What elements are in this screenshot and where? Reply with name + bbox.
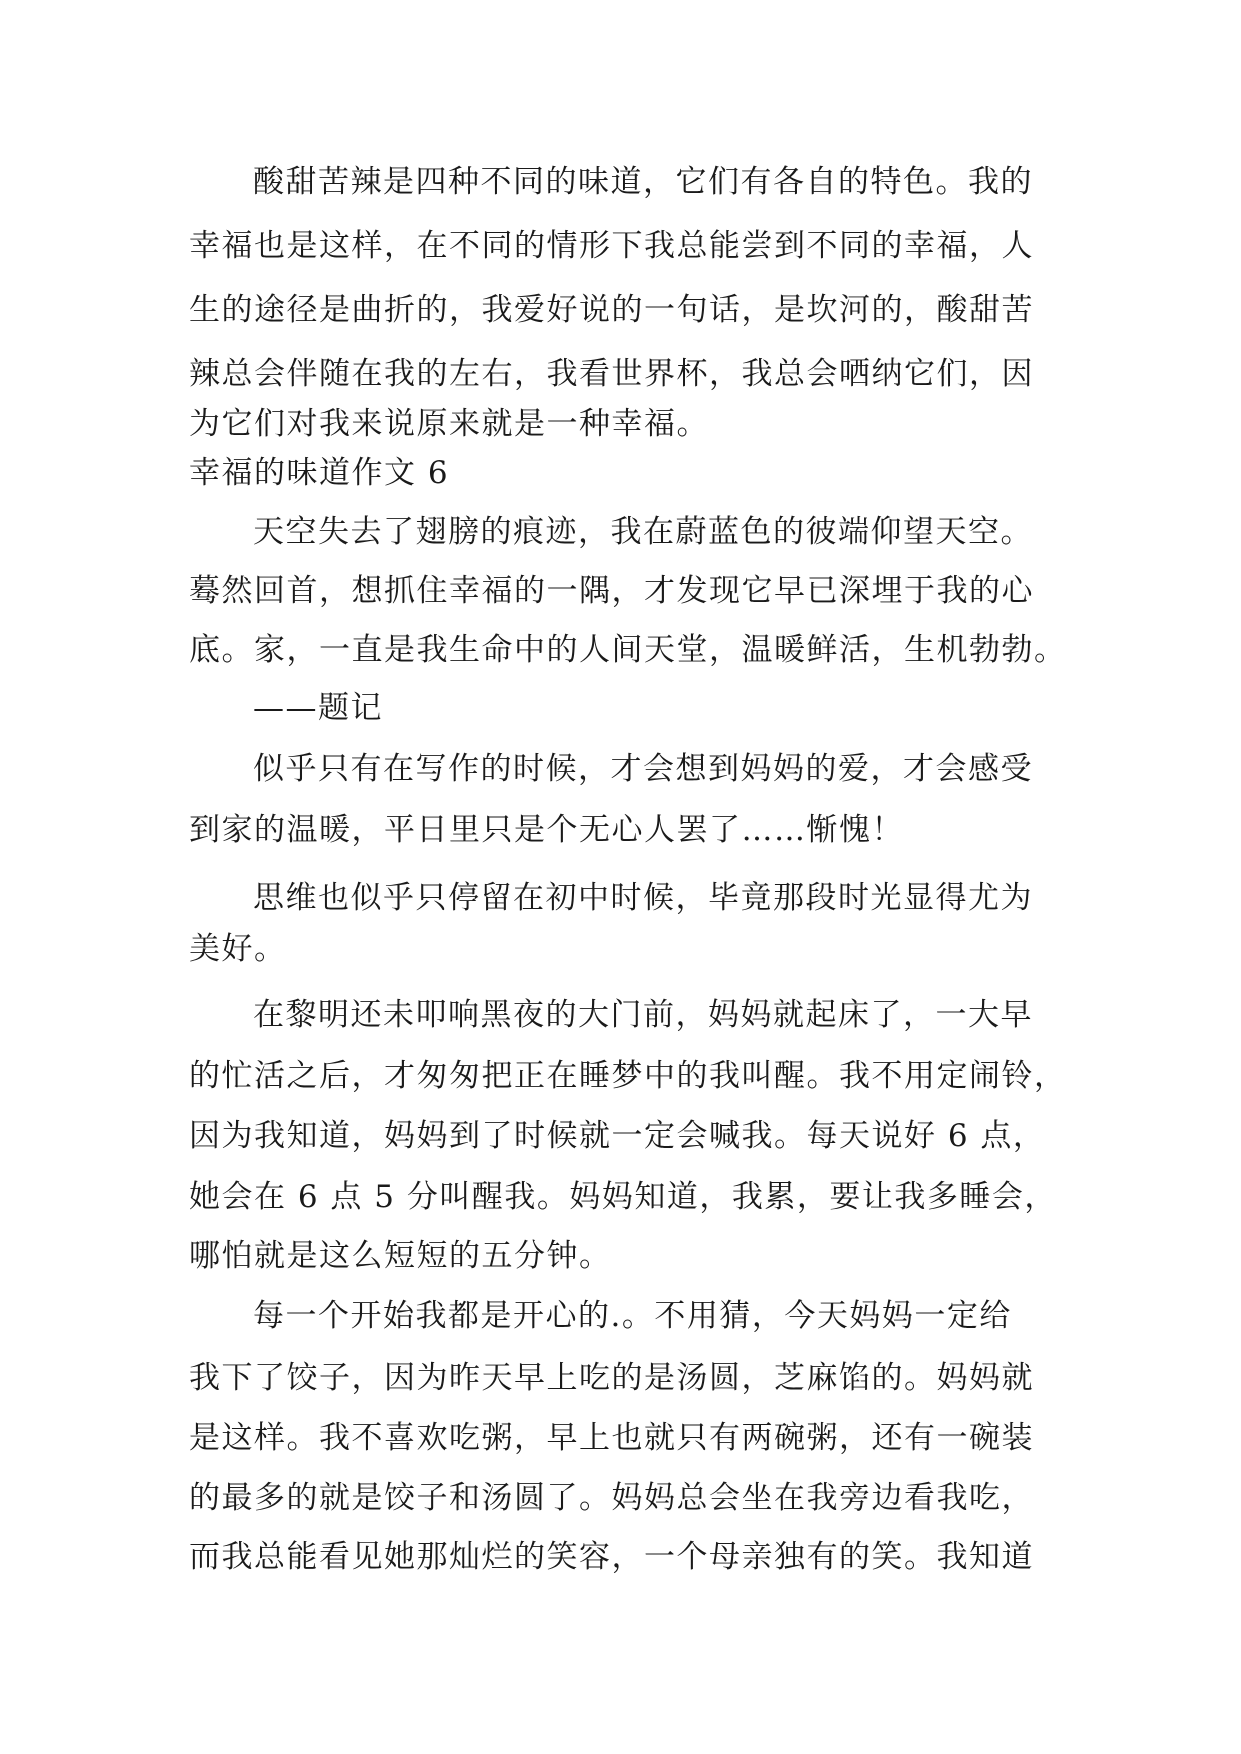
paragraph-line: 思维也似乎只停留在初中时候，毕竟那段时光显得尤为 bbox=[253, 880, 1033, 916]
paragraph-line: 底。家，一直是我生命中的人间天堂，温暖鲜活，生机勃勃。 bbox=[189, 632, 1067, 668]
paragraph-line: 辣总会伴随在我的左右，我看世界杯，我总会哂纳它们，因 bbox=[189, 356, 1034, 392]
paragraph-line: 生的途径是曲折的，我爱好说的一句话，是坎河的，酸甜苦 bbox=[189, 292, 1034, 328]
paragraph-line: 在黎明还未叩响黑夜的大门前，妈妈就起床了，一大早 bbox=[253, 997, 1033, 1033]
paragraph-line: 因为我知道，妈妈到了时候就一定会喊我。每天说好 6 点， bbox=[189, 1118, 1046, 1154]
paragraph-line: 哪怕就是这么短短的五分钟。 bbox=[189, 1238, 612, 1274]
paragraph-line: 到家的温暖，平日里只是个无心人罢了……惭愧！ bbox=[189, 812, 904, 848]
paragraph-line: 每一个开始我都是开心的.。不用猜，今天妈妈一定给 bbox=[253, 1298, 1012, 1334]
paragraph-line: 幸福也是这样，在不同的情形下我总能尝到不同的幸福，人 bbox=[189, 228, 1034, 264]
paragraph-line: 是这样。我不喜欢吃粥，早上也就只有两碗粥，还有一碗装 bbox=[189, 1420, 1034, 1456]
paragraph-line: 我下了饺子，因为昨天早上吃的是汤圆，芝麻馅的。妈妈就 bbox=[189, 1360, 1034, 1396]
paragraph-line: 为它们对我来说原来就是一种幸福。 bbox=[189, 406, 709, 442]
paragraph-line: 美好。 bbox=[189, 931, 287, 967]
paragraph-line: 蓦然回首，想抓住幸福的一隅，才发现它早已深埋于我的心 bbox=[189, 573, 1034, 609]
section-heading: 幸福的味道作文 6 bbox=[189, 455, 450, 491]
paragraph-line: 的最多的就是饺子和汤圆了。妈妈总会坐在我旁边看我吃， bbox=[189, 1480, 1034, 1516]
paragraph-line: 她会在 6 点 5 分叫醒我。妈妈知道，我累，要让我多睡会， bbox=[189, 1179, 1057, 1215]
paragraph-line: 酸甜苦辣是四种不同的味道，它们有各自的特色。我的 bbox=[253, 164, 1033, 200]
paragraph-line: 似乎只有在写作的时候，才会想到妈妈的爱，才会感受 bbox=[253, 751, 1033, 787]
epigraph-attribution: ——题记 bbox=[253, 690, 383, 726]
paragraph-line: 的忙活之后，才匆匆把正在睡梦中的我叫醒。我不用定闹铃， bbox=[189, 1058, 1067, 1094]
paragraph-line: 天空失去了翅膀的痕迹，我在蔚蓝色的彼端仰望天空。 bbox=[253, 514, 1033, 550]
paragraph-line: 而我总能看见她那灿烂的笑容，一个母亲独有的笑。我知道 bbox=[189, 1539, 1034, 1575]
